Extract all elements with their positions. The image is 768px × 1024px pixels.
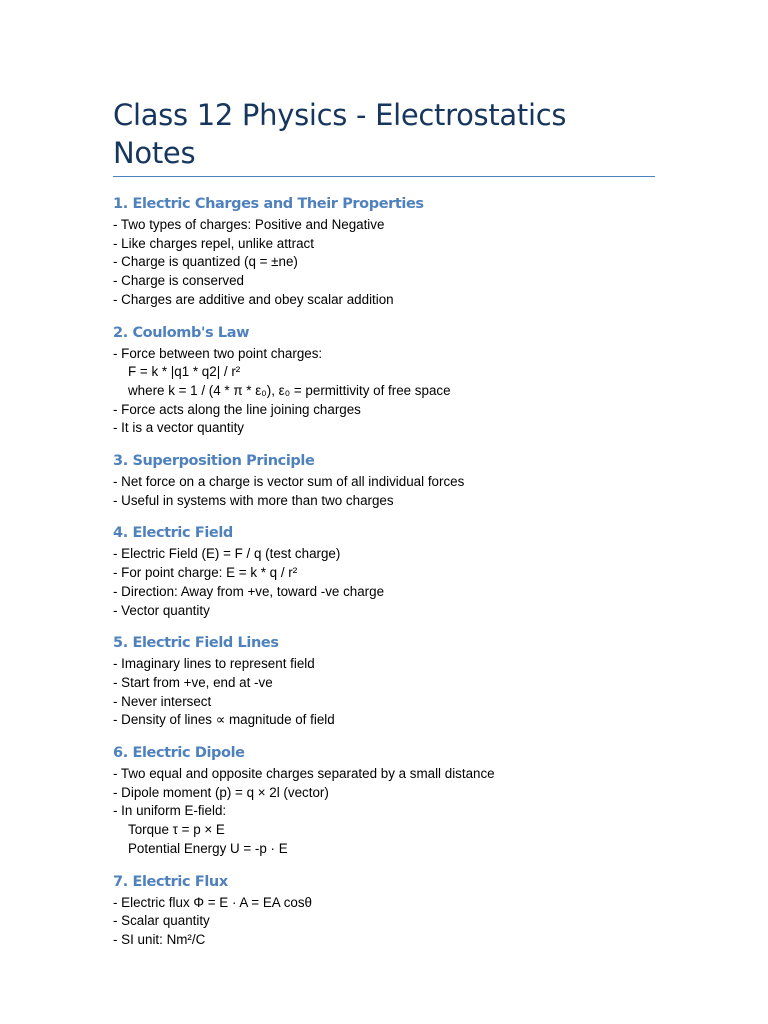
section-heading: 5. Electric Field Lines bbox=[113, 635, 279, 652]
bullet-line: - Two equal and opposite charges separated by a small distance bbox=[113, 766, 495, 782]
bullet-line: - Electric Field (E) = F / q (test charge) bbox=[113, 546, 341, 562]
page-title: Class 12 Physics - Electrostatics Notes bbox=[113, 98, 567, 170]
bullet-line: - For point charge: E = k * q / r² bbox=[113, 565, 298, 581]
bullet-line: - It is a vector quantity bbox=[113, 420, 244, 436]
section-5 bbox=[113, 633, 655, 730]
formula-line: where k = 1 / (4 * π * ε₀), ε₀ = permittivity of free space bbox=[128, 382, 451, 398]
section-1 bbox=[113, 194, 655, 310]
section-3 bbox=[113, 451, 655, 510]
bullet-line: - Scalar quantity bbox=[113, 913, 210, 929]
section-6 bbox=[113, 743, 655, 859]
bullet-line: - Force acts along the line joining charges bbox=[113, 401, 361, 417]
bullet-line: - In uniform E-field: bbox=[113, 803, 227, 819]
bullet-line: - Direction: Away from +ve, toward -ve charge bbox=[113, 583, 385, 599]
bullet-line: - Charge is conserved bbox=[113, 273, 244, 289]
bullet-line: - Electric flux Φ = E · A = EA cosθ bbox=[113, 894, 312, 910]
section-heading: 7. Electric Flux bbox=[113, 873, 228, 890]
section-7 bbox=[113, 872, 655, 950]
formula-line: Potential Energy U = -p · E bbox=[128, 840, 288, 856]
bullet-line: - Density of lines ∝ magnitude of field bbox=[113, 712, 335, 728]
bullet-line: - Charges are additive and obey scalar addition bbox=[113, 291, 394, 307]
bullet-line: - Net force on a charge is vector sum of all individual forces bbox=[113, 474, 465, 490]
section-4 bbox=[113, 523, 655, 620]
bullet-line: - Useful in systems with more than two charges bbox=[113, 492, 394, 508]
section-heading: 2. Coulomb's Law bbox=[113, 324, 250, 341]
bullet-line: - Start from +ve, end at -ve bbox=[113, 674, 273, 690]
section-heading: 3. Superposition Principle bbox=[113, 453, 315, 470]
formula-line: Torque τ = p × E bbox=[128, 822, 225, 838]
bullet-line: - SI unit: Nm²/C bbox=[113, 931, 206, 947]
bullet-line: - Charge is quantized (q = ±ne) bbox=[113, 254, 298, 270]
sections-container bbox=[113, 194, 655, 950]
bullet-line: - Like charges repel, unlike attract bbox=[113, 235, 314, 251]
bullet-line: - Imaginary lines to represent field bbox=[113, 656, 315, 672]
document-page bbox=[113, 96, 655, 963]
formula-line: F = k * |q1 * q2| / r² bbox=[128, 364, 241, 380]
bullet-line: - Vector quantity bbox=[113, 602, 210, 618]
section-heading: 4. Electric Field bbox=[113, 525, 233, 542]
bullet-line: - Two types of charges: Positive and Negative bbox=[113, 217, 385, 232]
bullet-line: - Dipole moment (p) = q × 2l (vector) bbox=[113, 784, 329, 800]
title-divider bbox=[113, 176, 655, 177]
section-heading: 6. Electric Dipole bbox=[113, 745, 245, 762]
bullet-line: - Force between two point charges: bbox=[113, 345, 323, 361]
section-heading: 1. Electric Charges and Their Properties bbox=[113, 196, 424, 212]
section-2 bbox=[113, 323, 655, 439]
bullet-line: - Never intersect bbox=[113, 693, 212, 709]
